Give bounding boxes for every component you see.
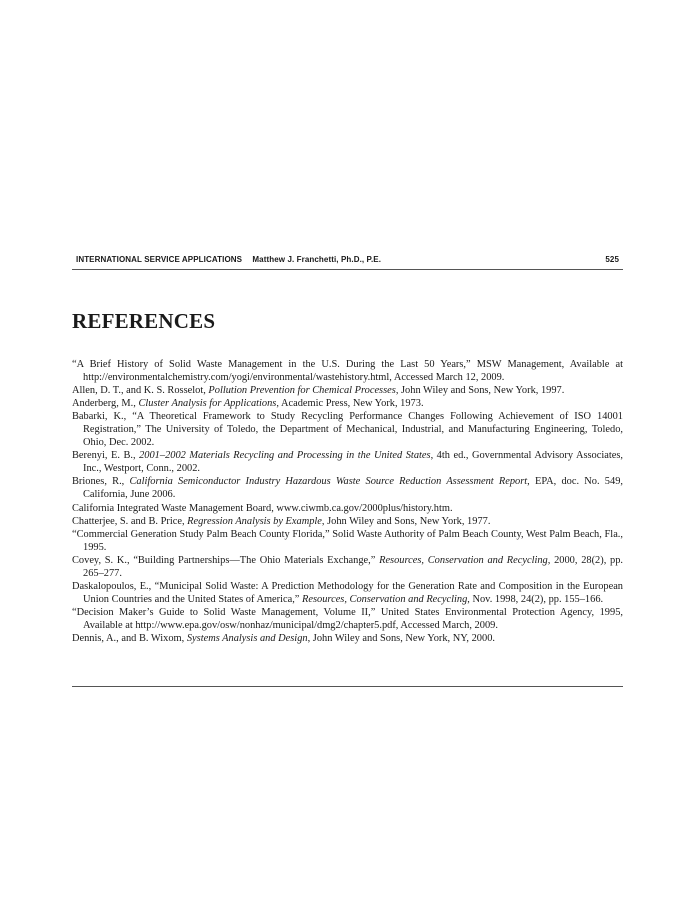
reference-text: Babarki, K., “A Theoretical Framework to Study Recycling Performance Changes Following Achievement of ISO 14001 Registration,” The University of Toledo, the Department of Mechanical, Industrial, and Manufacturing Engineering, Toledo, Ohio, Dec. 2002. [72, 411, 623, 449]
reference-text: “Commercial Generation Study Palm Beach County Florida,” Solid Waste Authority of Palm Beach County, West Palm Beach, Fla., 1995. [72, 528, 623, 553]
reference-entry [72, 632, 623, 645]
reference-text: , John Wiley and Sons, New York, NY, 2000. [307, 632, 495, 644]
references-heading: REFERENCES [72, 309, 216, 333]
reference-text: 2000, 28(2), pp. 265–277. [83, 554, 624, 579]
reference-italic-title: Regression Analysis by Example [187, 515, 322, 527]
reference-italic-title: Pollution Prevention for Chemical Processes [208, 385, 396, 397]
reference-entry [72, 554, 623, 580]
reference-text: Covey, S. K., “Building Partnerships—The Ohio Materials Exchange,” [72, 554, 380, 566]
reference-text: Allen, D. T., and K. S. Rosselot, [72, 385, 209, 397]
reference-text: , John Wiley and Sons, New York, 1997. [395, 385, 565, 397]
reference-text: Berenyi, E. B., [72, 450, 140, 462]
reference-entry [72, 515, 623, 528]
reference-entry [72, 449, 623, 475]
running-header-left [76, 254, 381, 266]
reference-text: Anderberg, M., [72, 398, 139, 410]
book-page [72, 0, 623, 900]
reference-entry [72, 410, 623, 449]
reference-text: Daskalopoulos, E., “Municipal Solid Waste: A Prediction Methodology for the Generation Rate and Composition in the European Union Countries and the United States of America,” [72, 580, 623, 605]
reference-text: “Decision Maker’s Guide to Solid Waste Management, Volume II,” United States Environmental Protection Agency, 1995, Available at http://www.epa.gov/osw/nonhaz/municipal/dmg2/chapter5.pdf, Accessed March, 2009. [72, 606, 623, 631]
reference-entry [72, 475, 623, 501]
reference-entry [72, 502, 623, 515]
reference-text: California Integrated Waste Management Board, www.ciwmb.ca.gov/2000plus/history.htm. [72, 502, 453, 514]
reference-italic-title: Resources, Conservation and Recycling, [379, 554, 551, 566]
reference-text: Briones, R., [72, 476, 130, 488]
reference-italic-title: Resources, Conservation and Recycling [302, 593, 468, 605]
reference-text: “A Brief History of Solid Waste Management in the U.S. During the Last 50 Years,” MSW Management, Available at http://environmentalchemistry.com/yogi/environmental/wastehistory.html, Accessed March 12, 2009. [72, 359, 623, 384]
reference-text: , Nov. 1998, 24(2), pp. 155–166. [467, 593, 604, 605]
running-header [72, 253, 623, 270]
page-number: 525 [605, 255, 619, 264]
reference-text: Chatterjee, S. and B. Price, [72, 515, 188, 527]
reference-entry [72, 528, 623, 554]
reference-text: Dennis, A., and B. Wixom, [72, 632, 187, 644]
section-title: INTERNATIONAL SERVICE APPLICATIONS [76, 255, 243, 264]
reference-entry [72, 358, 623, 384]
reference-entry [72, 397, 623, 410]
reference-list [72, 358, 623, 645]
bottom-divider [72, 686, 623, 687]
reference-italic-title: Cluster Analysis for Applications [138, 398, 277, 410]
reference-text: , John Wiley and Sons, New York, 1977. [321, 515, 491, 527]
reference-text: , EPA, doc. No. 549, California, June 2006. [83, 476, 623, 501]
author-name: Matthew J. Franchetti, Ph.D., P.E. [252, 255, 382, 264]
reference-text: , 4th ed., Governmental Advisory Associates, Inc., Westport, Conn., 2002. [83, 450, 623, 475]
reference-entry [72, 384, 623, 397]
reference-entry [72, 580, 623, 606]
reference-entry [72, 606, 623, 632]
reference-italic-title: 2001–2002 Materials Recycling and Processing in the United States [139, 450, 431, 462]
reference-italic-title: California Semiconductor Industry Hazardous Waste Source Reduction Assessment Report [129, 476, 528, 488]
reference-italic-title: Systems Analysis and Design [186, 632, 308, 644]
reference-text: , Academic Press, New York, 1973. [276, 398, 424, 410]
